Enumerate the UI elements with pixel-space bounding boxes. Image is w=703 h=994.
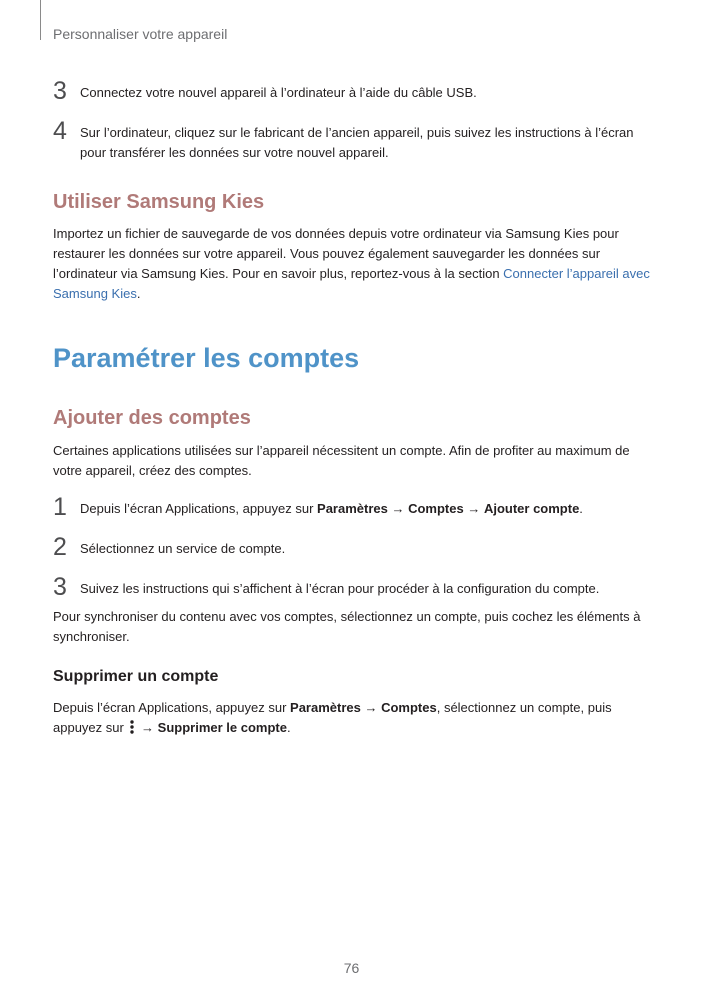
remove-account-text: [53, 698, 653, 738]
page-number: 76: [343, 960, 360, 976]
step-text-post: .: [579, 501, 583, 516]
arrow: →: [137, 720, 158, 735]
step-number: 2: [53, 533, 67, 561]
section-heading-add-accounts: Ajouter des comptes: [53, 407, 251, 429]
step-text: Connectez votre nouvel appareil à l’ordinateur à l’aide du câble USB.: [80, 85, 477, 100]
arrow: →: [360, 700, 382, 715]
menu-comptes: Comptes: [381, 700, 437, 715]
step-text: [80, 499, 650, 519]
menu-ajouter-compte: Ajouter compte: [483, 501, 580, 516]
step-text: Sélectionnez un service de compte.: [80, 541, 286, 556]
menu-parametres: Paramètres: [317, 501, 388, 516]
arrow: →: [463, 501, 484, 516]
step-text: Suivez les instructions qui s’affichent à l’écran pour procéder à la configuration du compte.: [80, 581, 600, 596]
step-number: 4: [53, 117, 67, 145]
subheading-remove-account: Supprimer un compte: [53, 668, 219, 685]
kies-period: .: [136, 286, 141, 301]
step-text-pre: Depuis l’écran Applications, appuyez sur: [80, 501, 318, 516]
header-divider: [40, 0, 41, 40]
section-heading-kies: Utiliser Samsung Kies: [53, 191, 265, 213]
page-header-title: Personnaliser votre appareil: [53, 26, 228, 42]
remove-mid: , sélectionnez un compte, puis appuyez sur: [53, 700, 612, 735]
kies-paragraph: [53, 224, 653, 304]
more-options-icon: [129, 720, 135, 734]
menu-parametres: Paramètres: [290, 700, 361, 715]
step-number: 3: [53, 77, 67, 105]
kies-body-text: Importez un fichier de sauvegarde de vos données depuis votre ordinateur via Samsung Kies pour restaurer les données sur votre appareil. Vous pouvez également sauvegarder les données sur l’ordinateur via Samsung Kies. Pour en savoir plus, reportez-vous à la section: [53, 226, 619, 281]
sync-note: Pour synchroniser du contenu avec vos comptes, sélectionnez un compte, puis cochez les éléments à synchroniser.: [53, 609, 641, 644]
menu-comptes: Comptes: [408, 501, 464, 516]
step-number: 3: [53, 573, 67, 601]
remove-post: .: [286, 720, 291, 735]
kies-link[interactable]: Connecter l’appareil avec Samsung Kies: [53, 266, 650, 301]
arrow: →: [387, 501, 409, 516]
step-text: Sur l’ordinateur, cliquez sur le fabricant de l’ancien appareil, puis suivez les instructions à l’écran pour transférer les données sur votre nouvel appareil.: [80, 125, 634, 160]
menu-supprimer-compte: Supprimer le compte: [157, 720, 287, 735]
chapter-title: Paramétrer les comptes: [53, 343, 360, 373]
remove-pre: Depuis l’écran Applications, appuyez sur: [53, 700, 291, 715]
step-number: 1: [53, 493, 67, 521]
add-accounts-intro: Certaines applications utilisées sur l’appareil nécessitent un compte. Afin de profiter au maximum de votre appareil, créez des comptes.: [53, 443, 630, 478]
